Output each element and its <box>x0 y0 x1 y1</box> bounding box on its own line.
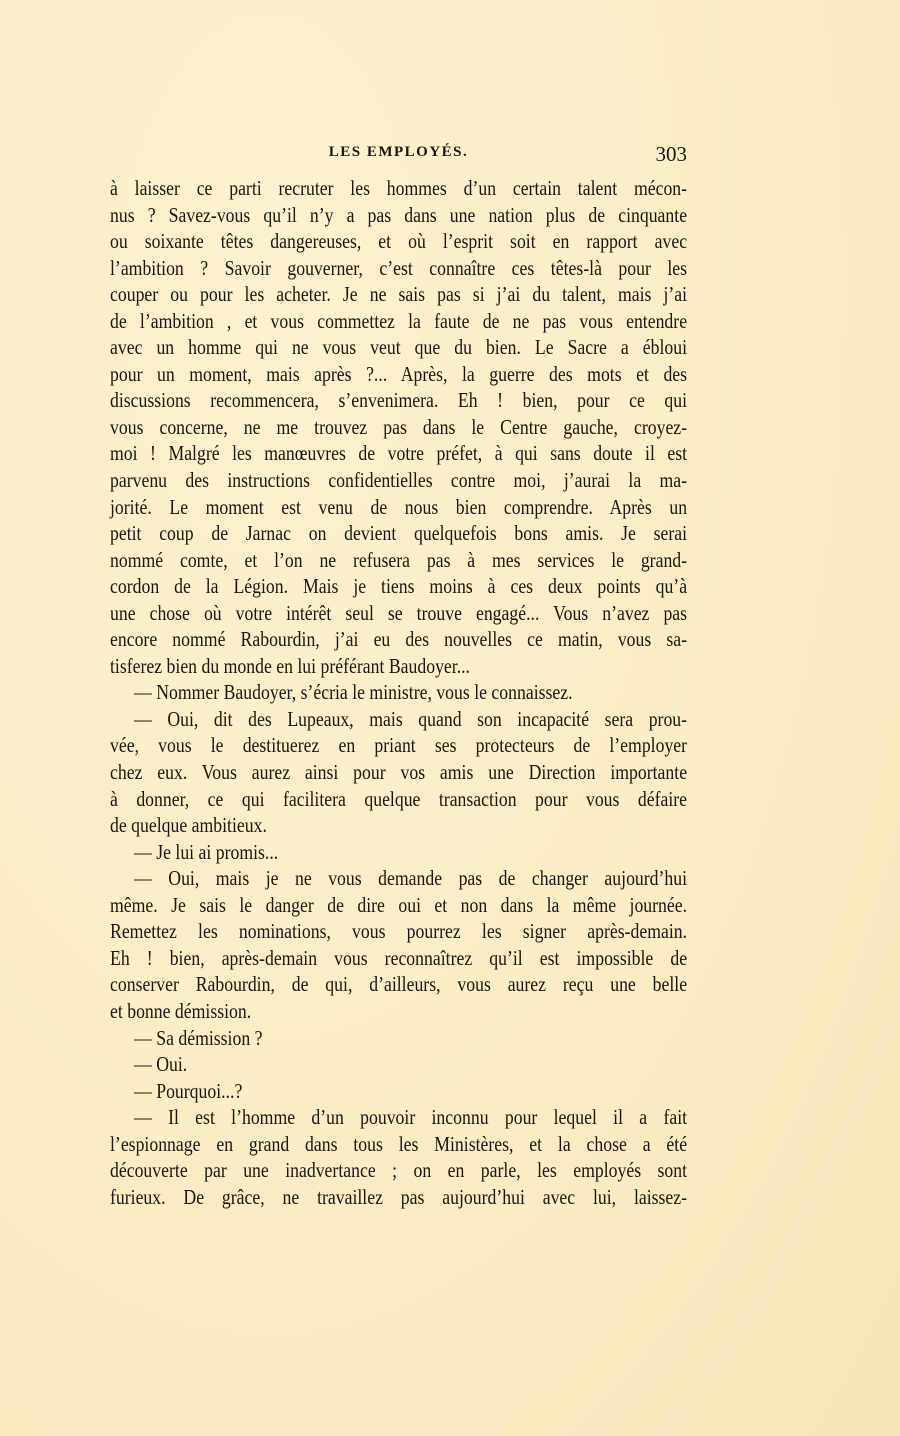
text-line: — Pourquoi...? <box>134 1080 243 1103</box>
page-number: 303 <box>655 142 687 166</box>
text-line: et bonne démission. <box>110 1000 252 1023</box>
text-line: à laisser ce parti recruter les hommes d’un certain talent mécon- <box>110 178 688 200</box>
text-line: — Sa démission ? <box>134 1027 263 1050</box>
text-line: — Nommer Baudoyer, s’écria le ministre, vous le connaissez. <box>134 682 573 705</box>
text-line: nommé comte, et l’on ne refusera pas à mes services le grand- <box>110 549 688 572</box>
text-line: l’ambition ? Savoir gouverner, c’est connaître ces têtes-là pour les <box>110 257 688 280</box>
text-line: à donner, ce qui facilitera quelque transaction pour vous défaire <box>110 788 688 811</box>
text-line: discussions recommencera, s’envenimera. Eh ! bien, pour ce qui <box>110 390 688 413</box>
text-line: de quelque ambitieux. <box>110 815 267 838</box>
text-line: nus ? Savez-vous qu’il n’y a pas dans une nation plus de cinquante <box>110 204 688 227</box>
text-line: couper ou pour les acheter. Je ne sais pas si j’ai du talent, mais j’ai <box>110 284 688 307</box>
text-line: — Je lui ai promis... <box>134 841 279 864</box>
text-line: encore nommé Rabourdin, j’ai eu des nouvelles ce matin, vous sa- <box>110 629 688 652</box>
running-title: LES EMPLOYÉS. <box>328 144 469 160</box>
text-line: vous concerne, ne me trouvez pas dans le Centre gauche, croyez- <box>110 416 688 439</box>
text-line: — Oui. <box>134 1054 188 1077</box>
text-line: de l’ambition , et vous commettez la faute de ne pas vous entendre <box>110 310 688 333</box>
text-line: jorité. Le moment est venu de nous bien comprendre. Après un <box>110 496 688 519</box>
text-line: moi ! Malgré les manœuvres de votre préfet, à qui sans doute il est <box>110 443 688 466</box>
text-line: pour un moment, mais après ?... Après, la guerre des mots et des <box>110 363 688 386</box>
text-line: — Oui, mais je ne vous demande pas de changer aujourd’hui <box>134 868 688 891</box>
text-line: chez eux. Vous aurez ainsi pour vos amis une Direction importante <box>110 762 688 785</box>
text-line: parvenu des instructions confidentielles contre moi, j’aurai la ma- <box>110 470 688 493</box>
text-line: découverte par une inadvertance ; on en parle, les employés sont <box>110 1160 688 1183</box>
body-text <box>110 176 687 1211</box>
text-line: petit coup de Jarnac on devient quelquefois bons amis. Je serai <box>110 523 688 546</box>
text-line: — Il est l’homme d’un pouvoir inconnu pour lequel il a fait <box>134 1107 688 1130</box>
text-line: une chose où votre intérêt seul se trouve engagé... Vous n’avez pas <box>110 602 688 625</box>
text-line: même. Je sais le danger de dire oui et non dans la même journée. <box>110 894 688 917</box>
text-line: l’espionnage en grand dans tous les Ministères, et la chose a été <box>110 1133 688 1156</box>
text-line: Remettez les nominations, vous pourrez les signer après-demain. <box>110 921 688 944</box>
text-line: ou soixante têtes dangereuses, et où l’esprit soit en rapport avec <box>110 231 688 254</box>
text-line: — Oui, dit des Lupeaux, mais quand son incapacité sera prou- <box>134 708 688 731</box>
page-header <box>110 142 687 170</box>
text-line: Eh ! bien, après-demain vous reconnaîtrez qu’il est impossible de <box>110 947 688 970</box>
text-line: tisferez bien du monde en lui préférant Baudoyer... <box>110 655 470 678</box>
text-line: conserver Rabourdin, de qui, d’ailleurs, vous aurez reçu une belle <box>110 974 688 997</box>
text-line: furieux. De grâce, ne travaillez pas aujourd’hui avec lui, laissez- <box>110 1186 688 1209</box>
text-line: vée, vous le destituerez en priant ses protecteurs de l’employer <box>110 735 688 758</box>
text-line: avec un homme qui ne vous veut que du bien. Le Sacre a ébloui <box>110 337 688 360</box>
text-line: cordon de la Légion. Mais je tiens moins à ces deux points qu’à <box>110 576 688 599</box>
